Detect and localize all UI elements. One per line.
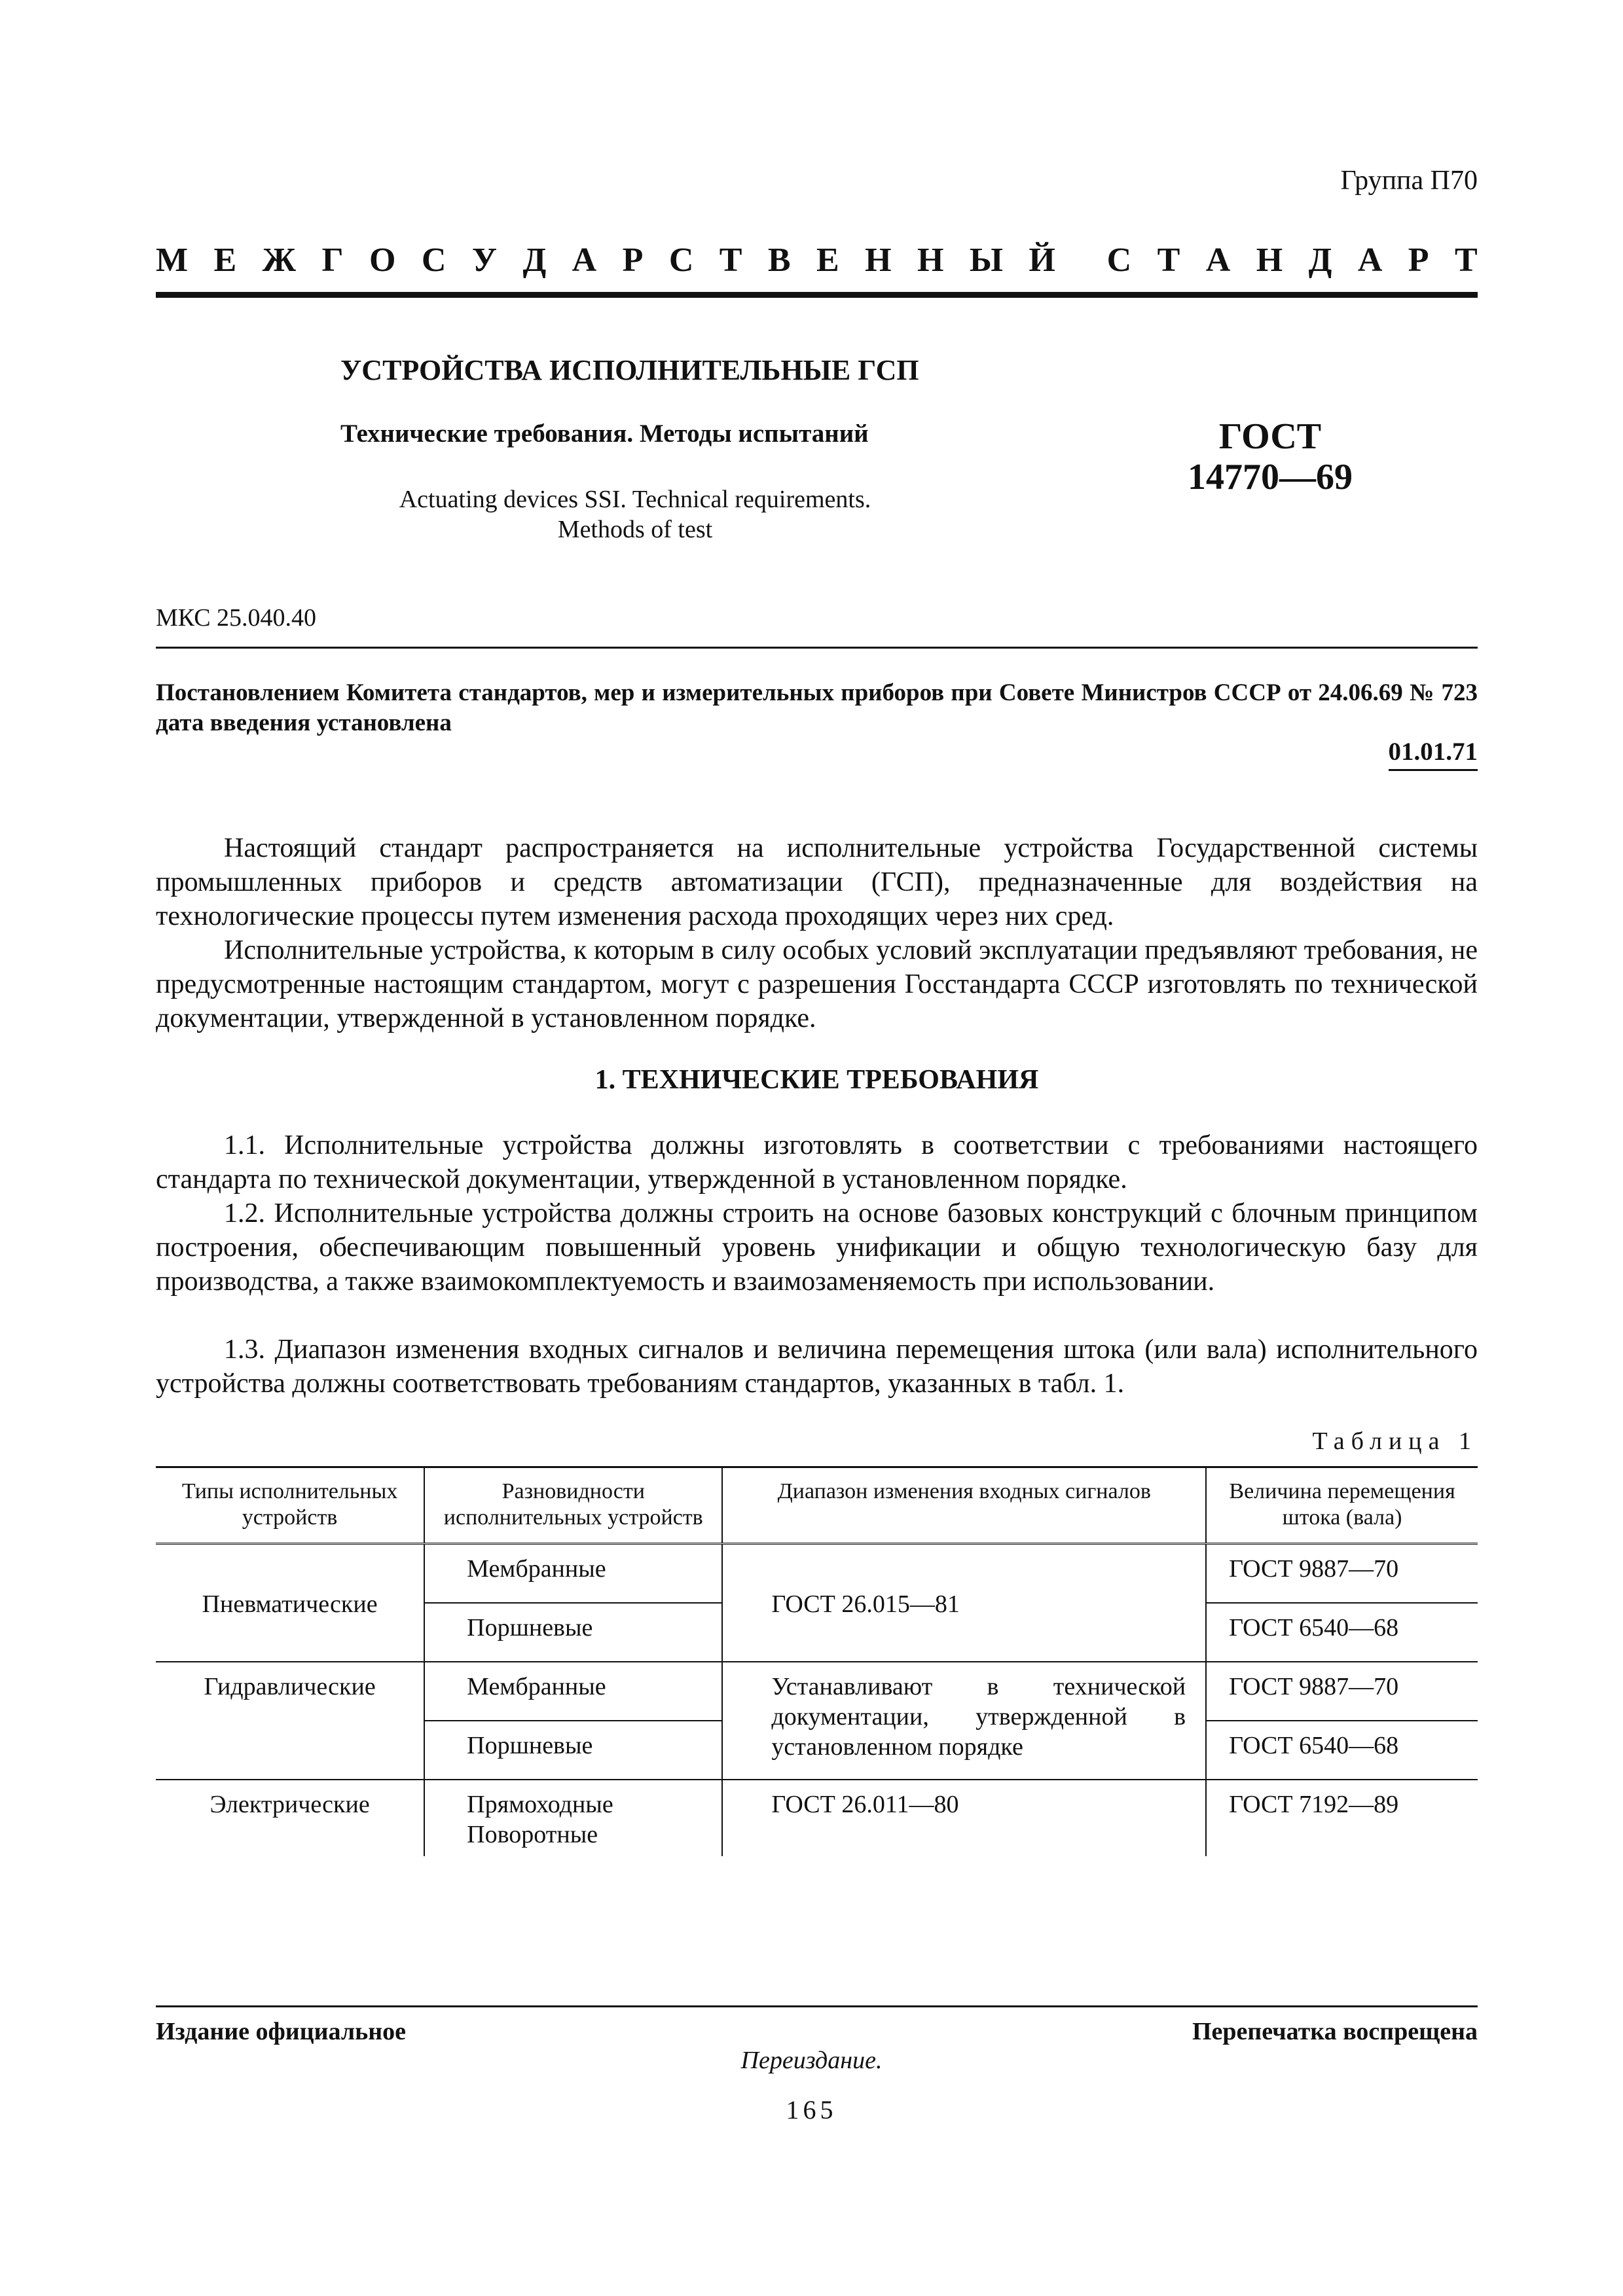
header-device-variety: Разновидности исполнительных устройств <box>424 1467 722 1544</box>
banner-letter: Й <box>1029 242 1055 279</box>
variety-rotary: Поворотные <box>467 1821 598 1848</box>
header-rule <box>156 292 1478 298</box>
table-header-row <box>156 1467 1478 1544</box>
page-number: 165 <box>786 2095 837 2125</box>
group-code: Группа П70 <box>1340 166 1478 196</box>
footer-reprint-prohibited: Перепечатка воспрещена <box>1192 2018 1478 2045</box>
banner-letter: А <box>1357 242 1383 279</box>
table-row <box>156 1662 1478 1721</box>
document-subtitle: Технические требования. Методы испытаний <box>340 420 869 448</box>
cell-signal-pneumatic: ГОСТ 26.015—81 <box>722 1544 1206 1662</box>
cell-type-pneumatic: Пневматические <box>156 1544 424 1662</box>
banner-letter: У <box>471 242 498 279</box>
paragraph-special-conditions: Исполнительные устройства, к которым в силу особых условий эксплуатации предъявляют требования, не предусмотренные настоящим стандартом, могут с разрешения Госстандарта СССР изготовлять по технической документации, утвержденной в установленном порядке. <box>156 935 1478 1033</box>
document-title: УСТРОЙСТВА ИСПОЛНИТЕЛЬНЫЕ ГСП <box>340 354 919 386</box>
banner-letter: В <box>767 242 791 279</box>
banner-letter: Т <box>1454 242 1478 279</box>
banner-letter: Г <box>321 242 344 279</box>
mks-code: МКС 25.040.40 <box>156 604 317 632</box>
banner-letter: О <box>369 242 396 279</box>
banner-letter: А <box>572 242 597 279</box>
banner-letter: Т <box>719 242 742 279</box>
cell-type-electric: Электрические <box>156 1780 424 1856</box>
banner-letter: Ж <box>262 242 297 279</box>
banner-letter: Н <box>1256 242 1283 279</box>
header-stem-travel: Величина перемещения штока (вала) <box>1206 1467 1478 1544</box>
paragraph-1-3: 1.3. Диапазон изменения входных сигналов и величина перемещения штока (или вала) исполнительного устройства должны соответствовать требованиям стандартов, указанных в табл. 1. <box>156 1335 1478 1399</box>
cell-variety-electric <box>424 1780 722 1856</box>
table-row <box>156 1780 1478 1856</box>
cell-variety: Мембранные <box>424 1662 722 1721</box>
paragraph-1-1: 1.1. Исполнительные устройства должны изготовлять в соответствии с требованиями настоящего стандарта по технической документации, утвержденной в установленном порядке. <box>156 1130 1478 1194</box>
header-input-signal-range: Диапазон изменения входных сигналов <box>722 1467 1206 1544</box>
cell-variety: Мембранные <box>424 1544 722 1604</box>
banner-letter: Н <box>865 242 892 279</box>
banner-letter: Н <box>917 242 944 279</box>
gost-label: ГОСТ <box>1218 416 1322 457</box>
decree-text: Постановлением Комитета стандартов, мер и измерительных приборов при Совете Министров СССР от 24.06.69 № 723 дата введения установлена <box>156 679 1478 736</box>
english-title-line1: Actuating devices SSI. Technical requirements. <box>399 486 871 513</box>
footer-rule <box>156 2005 1478 2007</box>
footer-reissue: Переиздание. <box>740 2047 883 2074</box>
cell-variety: Поршневые <box>424 1603 722 1662</box>
banner-letter: М <box>156 242 189 279</box>
banner-letter: Ы <box>969 242 1003 279</box>
banner-letter: С <box>421 242 447 279</box>
banner-letter: С <box>668 242 694 279</box>
banner-letter: А <box>1205 242 1231 279</box>
cell-travel: ГОСТ 6540—68 <box>1206 1603 1478 1662</box>
banner-letter: С <box>1106 242 1132 279</box>
banner-letter: Т <box>1157 242 1180 279</box>
gost-designation <box>1152 416 1388 497</box>
cell-travel: ГОСТ 9887—70 <box>1206 1544 1478 1604</box>
cell-travel: ГОСТ 7192—89 <box>1229 1791 1399 1818</box>
mks-rule <box>156 647 1478 649</box>
table-1 <box>156 1466 1478 1856</box>
section-heading: 1. ТЕХНИЧЕСКИЕ ТРЕБОВАНИЯ <box>594 1065 1039 1095</box>
cell-signal-hydraulic: Устанавливают в технической документации, утвержденной в установленном порядке <box>722 1662 1206 1780</box>
introduction-date: 01.01.71 <box>1389 737 1478 771</box>
table-row <box>156 1544 1478 1604</box>
banner-letter: Е <box>816 242 839 279</box>
table-caption: Таблица 1 <box>1312 1427 1478 1455</box>
english-title-line2: Methods of test <box>557 516 713 543</box>
paragraph-scope: Настоящий стандарт распространяется на исполнительные устройства Государственной системы промышленных приборов и средств автоматизации (ГСП), предназначенные для воздействия на технологические процессы путем изменения расхода проходящих через них сред. <box>156 833 1478 931</box>
banner-letter: Р <box>1408 242 1429 279</box>
footer-official-edition: Издание официальное <box>156 2018 407 2045</box>
cell-variety: Поршневые <box>424 1721 722 1780</box>
banner-letter: Р <box>622 242 644 279</box>
variety-linear: Прямоходные <box>467 1791 613 1818</box>
paragraph-1-2: 1.2. Исполнительные устройства должны строить на основе базовых конструкций с блочным принципом построения, обеспечивающим повышенный уровень унификации и общую технологическую базу для производства, а также взаимокомплектуемость и взаимозаменяемость при использовании. <box>156 1198 1478 1297</box>
cell-signal-electric: ГОСТ 26.011—80 <box>722 1780 1206 1856</box>
header-device-type: Типы исполнительных устройств <box>156 1467 424 1544</box>
cell-travel: ГОСТ 9887—70 <box>1206 1662 1478 1721</box>
cell-type-hydraulic: Гидравлические <box>156 1662 424 1780</box>
english-title <box>340 484 930 545</box>
banner-letter: Е <box>213 242 237 279</box>
gost-number: 14770—69 <box>1188 457 1353 497</box>
banner-letter: Д <box>522 242 547 279</box>
cell-travel: ГОСТ 6540—68 <box>1206 1721 1478 1780</box>
banner-letter: Д <box>1308 242 1332 279</box>
standard-banner <box>156 241 1478 279</box>
